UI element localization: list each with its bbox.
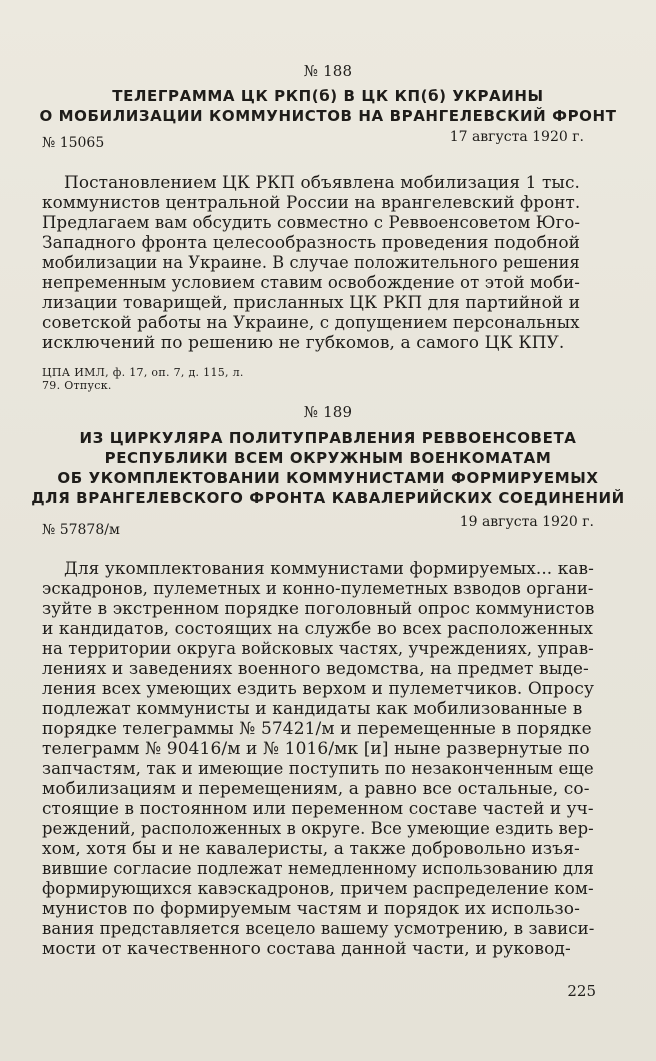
document-188-body-line: мобилизации на Украине. В случае положительного решения xyxy=(42,253,580,273)
document-189-ref: № 57878/м xyxy=(42,522,120,538)
document-188-body-line: лизации товарищей, присланных ЦК РКП для партийной и xyxy=(42,293,581,313)
document-188-body-line: непременным условием ставим освобождение от этой моби- xyxy=(42,273,580,293)
document-189-title-line-4: ДЛЯ ВРАНГЕЛЕВСКОГО ФРОНТА КАВАЛЕРИЙСКИХ СОЕДИНЕНИЙ xyxy=(31,489,625,507)
document-189-body-line: формирующихся кавэскадронов, причем распределение ком- xyxy=(42,879,594,899)
document-189-body-line: телеграмм № 90416/м и № 1016/мк [и] ныне развернутые по xyxy=(42,739,590,759)
document-189-title-line-1: ИЗ ЦИРКУЛЯРА ПОЛИТУПРАВЛЕНИЯ РЕВВОЕНСОВЕТА xyxy=(79,429,577,447)
document-188-number: № 188 xyxy=(303,62,353,80)
document-188-body-line: Западного фронта целесообразность проведения подобной xyxy=(42,233,581,253)
document-189-body-line: зуйте в экстренном порядке поголовный опрос коммунистов xyxy=(42,599,595,619)
document-188-date: 17 августа 1920 г. xyxy=(449,129,584,145)
document-188-body-line: Постановлением ЦК РКП объявлена мобилизация 1 тыс. xyxy=(64,173,581,193)
document-189-body-line: и кандидатов, состоящих на службе во всех расположенных xyxy=(42,619,594,639)
document-189-title-line-2: РЕСПУБЛИКИ ВСЕМ ОКРУЖНЫМ ВОЕНКОМАТАМ xyxy=(104,449,552,467)
document-189-body-line: вившие согласие подлежат немедленному использованию для xyxy=(42,859,595,879)
document-189-body-line: Для укомплектования коммунистами формируемых... кав- xyxy=(64,559,594,579)
document-189-body-line: вания представляется всецело вашему усмотрению, в зависи- xyxy=(42,919,595,939)
document-188-title-line-1: ТЕЛЕГРАММА ЦК РКП(б) В ЦК КП(б) УКРАИНЫ xyxy=(112,87,544,105)
document-188-title-line-2: О МОБИЛИЗАЦИИ КОММУНИСТОВ НА ВРАНГЕЛЕВСКИЙ ФРОНТ xyxy=(39,107,617,125)
document-189-body-line: порядке телеграммы № 57421/м и перемещенные в порядке xyxy=(42,719,592,739)
document-189-body-line: мости от качественного состава данной части, и руковод- xyxy=(42,939,571,959)
document-188-body-line: исключений по решению не губкомов, а самого ЦК КПУ. xyxy=(42,333,565,353)
document-189-number: № 189 xyxy=(303,403,353,421)
page-number: 225 xyxy=(567,982,596,1000)
document-189-body-line: эскадронов, пулеметных и конно-пулеметных взводов органи- xyxy=(42,579,594,599)
document-189-body-line: ления всех умеющих ездить верхом и пулеметчиков. Опросу xyxy=(42,679,595,699)
document-189-body-line: на территории округа войсковых частях, учреждениях, управ- xyxy=(42,639,594,659)
document-188-body-line: Предлагаем вам обсудить совместно с Реввоенсоветом Юго- xyxy=(42,213,581,233)
document-188-source-line-1: ЦПА ИМЛ, ф. 17, оп. 7, д. 115, л. xyxy=(42,366,244,379)
document-189-date: 19 августа 1920 г. xyxy=(459,514,594,530)
document-189-body-line: мунистов по формируемым частям и порядок их использо- xyxy=(42,899,580,919)
document-189-body-line: хом, хотя бы и не кавалеристы, а также добровольно изъя- xyxy=(42,839,580,859)
document-189-body-line: запчастям, так и имеющие поступить по незаконченным еще xyxy=(42,759,594,779)
document-188-body-line: советской работы на Украине, с допущением персональных xyxy=(42,313,580,333)
document-188-ref: № 15065 xyxy=(42,135,105,151)
document-188-source-line-2: 79. Отпуск. xyxy=(42,379,112,392)
document-189-body-line: мобилизациям и перемещениям, а равно все остальные, со- xyxy=(42,779,590,799)
document-189-body-line: стоящие в постоянном или переменном составе частей и уч- xyxy=(42,799,594,819)
document-189-body-line: подлежат коммунисты и кандидаты как мобилизованные в xyxy=(42,699,583,719)
document-189-body-line: лениях и заведениях военного ведомства, на предмет выде- xyxy=(42,659,589,679)
document-189-body-line: реждений, расположенных в округе. Все умеющие ездить вер- xyxy=(42,819,594,839)
document-188-body-line: коммунистов центральной России на врангелевский фронт. xyxy=(42,193,581,213)
document-189-title-line-3: ОБ УКОМПЛЕКТОВАНИИ КОММУНИСТАМИ ФОРМИРУЕМЫХ xyxy=(57,469,599,487)
